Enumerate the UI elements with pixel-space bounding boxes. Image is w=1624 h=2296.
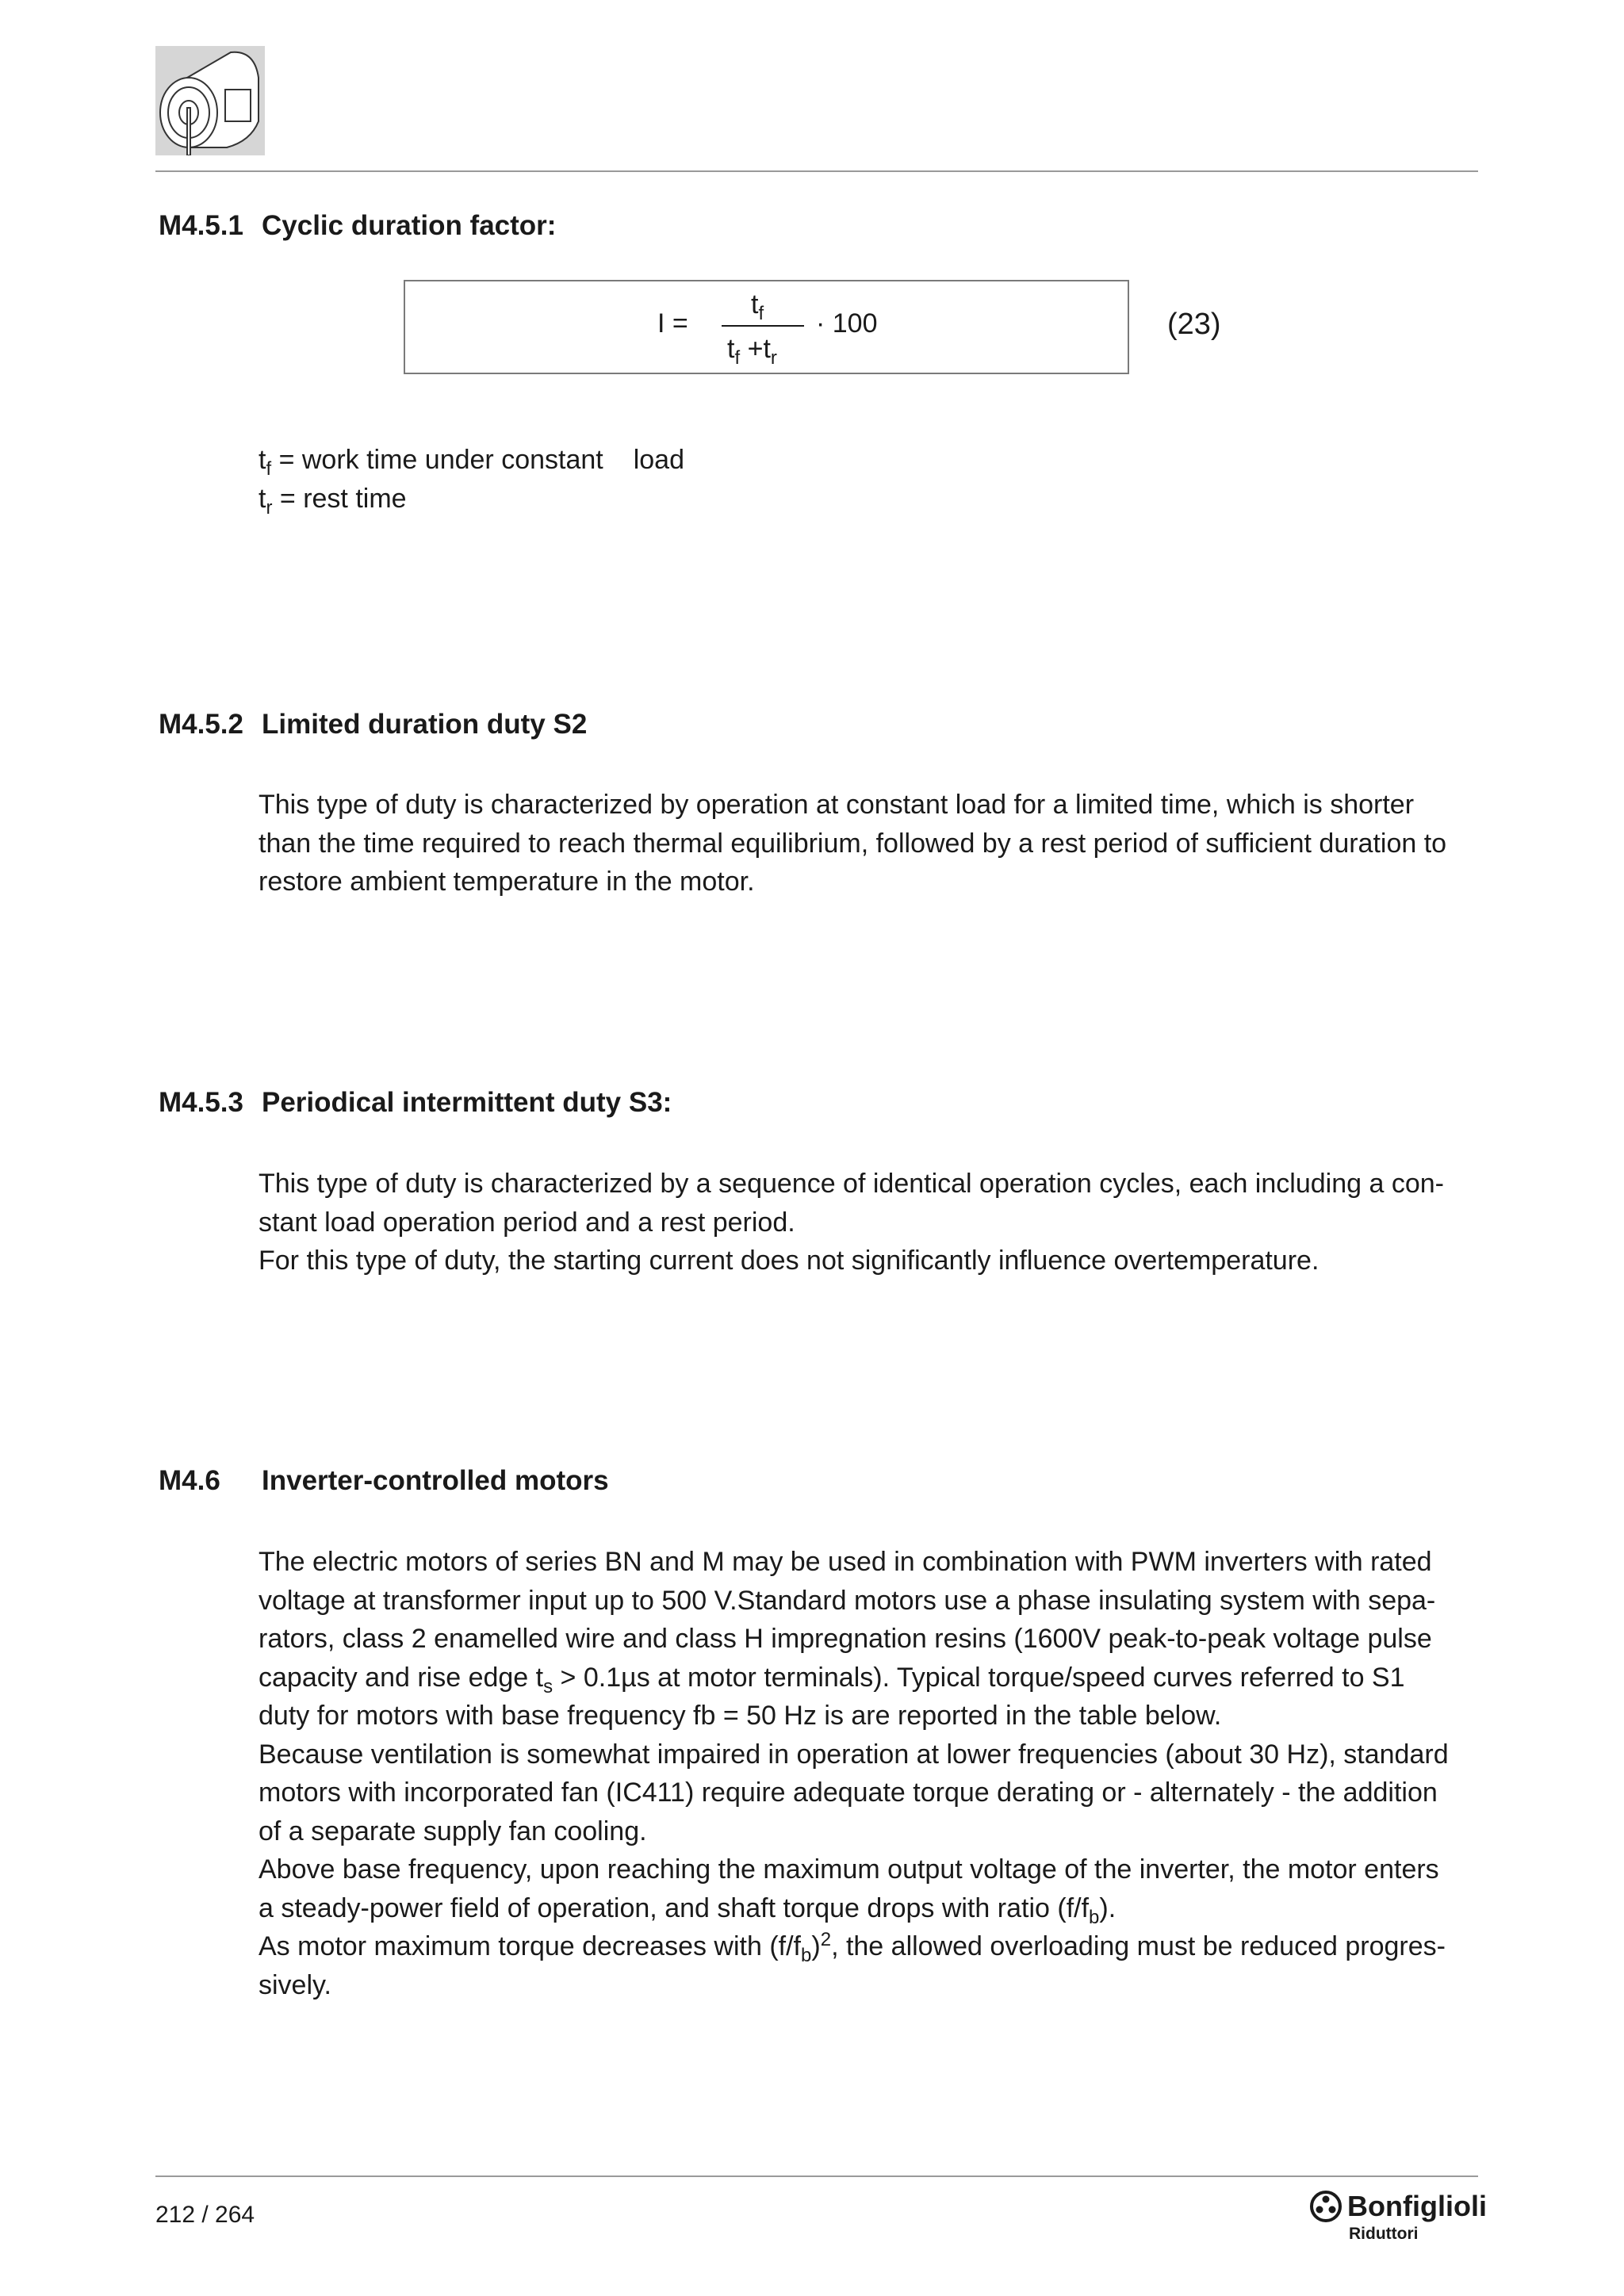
section-title: Limited duration duty S2 [262, 709, 588, 740]
s2-paragraph [259, 786, 1480, 901]
section-title: Inverter-controlled motors [262, 1465, 609, 1496]
def-tr-text: = rest time [272, 483, 407, 514]
paragraph-line: rators, class 2 enamelled wire and class H impregnation resins (1600V peak-to-peak voltage pulse [259, 1624, 1432, 1654]
def-tr-sub: r [266, 496, 273, 519]
formula-denominator [727, 333, 777, 369]
def-tf [259, 441, 1480, 480]
paragraph-line: This type of duty is characterized by operation at constant load for a limited time, which is shorter [259, 790, 1415, 820]
header-rule [155, 170, 1478, 172]
text-run: > 0.1µs at motor terminals). Typical torque/speed curves referred to S1 [553, 1662, 1405, 1693]
paragraph-line [259, 1927, 1480, 1966]
subscript: b [801, 1945, 812, 1966]
bonfiglioli-logo-icon [1309, 2190, 1342, 2223]
section-title: Periodical intermittent duty S3: [262, 1087, 672, 1118]
fraction-bar [722, 325, 804, 327]
superscript: 2 [820, 1929, 832, 1950]
s3-paragraph [259, 1165, 1480, 1280]
brand-subname: Riduttori [1349, 2225, 1419, 2243]
paragraph-line [259, 1889, 1480, 1928]
s4-paragraph [259, 1543, 1480, 2004]
formula-den-plus: + [747, 334, 764, 364]
paragraph-line: For this type of duty, the starting current does not significantly influence overtemperature. [259, 1246, 1320, 1276]
paragraph-line: sively. [259, 1969, 331, 2000]
text-run: ). [1099, 1892, 1116, 1923]
paragraph-line: stant load operation period and a rest period. [259, 1207, 795, 1238]
paragraph-line: The electric motors of series BN and M may be used in combination with PWM inverters with rated [259, 1547, 1432, 1577]
def-tr [259, 480, 1480, 519]
formula-den-t1: t [727, 334, 735, 364]
formula-lhs: I = [657, 308, 688, 339]
paragraph-line: voltage at transformer input up to 500 V.Standard motors use a phase insulating system with sepa- [259, 1585, 1436, 1616]
text-run: capacity and rise edge t [259, 1662, 544, 1693]
formula-den-sub1: f [734, 347, 741, 369]
paragraph-line: This type of duty is characterized by a sequence of identical operation cycles, each including a con- [259, 1169, 1444, 1199]
section-number: M4.5.2 [159, 709, 243, 740]
subscript: b [1089, 1906, 1100, 1928]
equation-number: (23) [1167, 308, 1221, 341]
formula-den-sub2: r [770, 347, 777, 369]
subscript: s [543, 1675, 553, 1697]
paragraph-line: Above base frequency, upon reaching the maximum output voltage of the inverter, the motor enters [259, 1854, 1439, 1885]
brand-name: Bonfiglioli [1347, 2190, 1487, 2222]
motor-icon [155, 46, 265, 155]
section-number: M4.5.1 [159, 210, 243, 241]
formula-numerator [751, 289, 764, 324]
def-tf-text: = work time under constant [271, 445, 603, 475]
formula-num-t: t [751, 289, 759, 320]
section-title: Cyclic duration factor: [262, 210, 557, 241]
paragraph-line: of a separate supply fan cooling. [259, 1816, 647, 1846]
section-number: M4.6 [159, 1465, 220, 1496]
text-run: As motor maximum torque decreases with (f/f [259, 1931, 802, 1961]
paragraph-line [259, 1659, 1480, 1697]
formula-num-sub: f [758, 303, 764, 324]
formula-factor: · 100 [816, 308, 878, 339]
def-tr-symbol: t [259, 483, 266, 514]
definitions [259, 441, 1480, 518]
def-tf-text2: load [633, 445, 684, 475]
text-run: ) [811, 1931, 821, 1961]
text-run: a steady-power field of operation, and shaft torque drops with ratio (f/f [259, 1892, 1090, 1923]
footer-rule [155, 2175, 1478, 2177]
section-number: M4.5.3 [159, 1087, 243, 1118]
text-run: , the allowed overloading must be reduced progres- [831, 1931, 1446, 1961]
def-tf-symbol: t [259, 445, 266, 475]
paragraph-line: duty for motors with base frequency fb = 50 Hz is are reported in the table below. [259, 1701, 1222, 1731]
def-tf-sub: f [266, 458, 272, 480]
page-number: 212 / 264 [155, 2202, 255, 2228]
formula-den-t2: t [763, 334, 771, 364]
paragraph-line: than the time required to reach thermal equilibrium, followed by a rest period of sufficient duration to [259, 828, 1447, 859]
paragraph-line: motors with incorporated fan (IC411) require adequate torque derating or - alternately - the addition [259, 1777, 1438, 1808]
paragraph-line: Because ventilation is somewhat impaired in operation at lower frequencies (about 30 Hz), standard [259, 1739, 1449, 1770]
paragraph-line: restore ambient temperature in the motor. [259, 867, 755, 897]
